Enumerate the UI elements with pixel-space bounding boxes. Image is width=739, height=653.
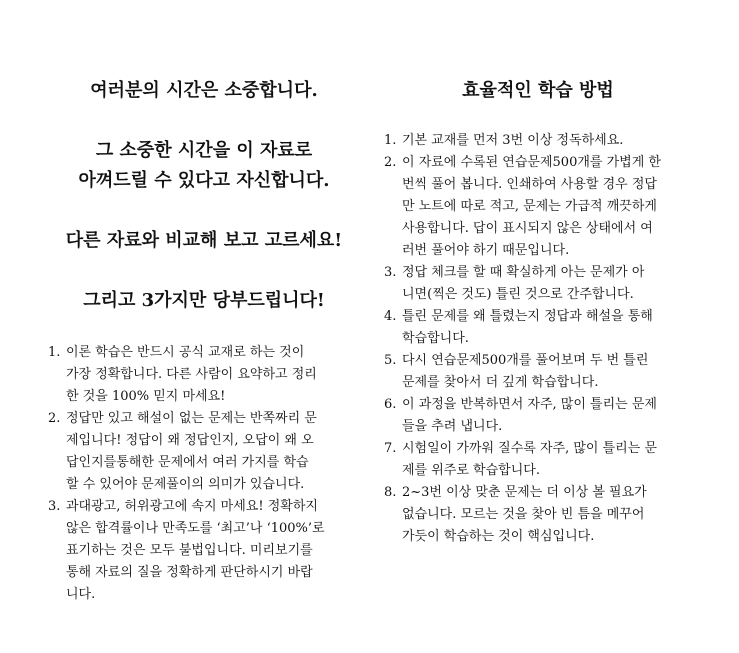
list-item-number: 8. bbox=[384, 485, 397, 500]
request-list bbox=[48, 342, 360, 606]
list-item-text: 이 과정을 반복하면서 자주, 많이 틀리는 문제 들을 추려 냅니다. bbox=[402, 397, 657, 434]
headline-time-precious: 여러분의 시간은 소중합니다. bbox=[90, 80, 318, 101]
list-item bbox=[384, 394, 692, 438]
headline-confidence: 그 소중한 시간을 이 자료로 아껴드릴 수 있다고 자신합니다. bbox=[78, 140, 330, 191]
list-item bbox=[384, 350, 692, 394]
list-item-number: 3. bbox=[384, 265, 397, 280]
list-item-text: 이론 학습은 반드시 공식 교재로 하는 것이 가장 정확합니다. 다른 사람이 요약하고 정리 한 것을 100% 믿지 마세요! bbox=[66, 345, 317, 404]
list-item-number: 5. bbox=[384, 353, 397, 368]
list-item-text: 기본 교재를 먼저 3번 이상 정독하세요. bbox=[402, 133, 624, 148]
list-item bbox=[384, 262, 692, 306]
list-item-number: 7. bbox=[384, 441, 397, 456]
list-item-text: 정답만 있고 해설이 없는 문제는 반쪽짜리 문 제입니다! 정답이 왜 정답인지, 오답이 왜 오 답인지를통해한 문제에서 여러 가지를 학습 할 수 있어야 문제풀이의 의미가 있습니다. bbox=[66, 411, 317, 492]
list-item bbox=[384, 152, 692, 262]
list-item-text: 이 자료에 수록된 연습문제500개를 가볍게 한 번씩 풀어 봅니다. 인쇄하여 사용할 경우 정답 만 노트에 따로 적고, 문제는 가급적 깨끗하게 사용합니다. 답이 표시되지 않은 상태에서 여 러번 풀어야 하기 때문입니다. bbox=[402, 155, 661, 258]
list-item-number: 1. bbox=[384, 133, 397, 148]
list-item-text: 과대광고, 허위광고에 속지 마세요! 정확하지 않은 합격률이나 만족도를 ‘최고’나 ‘100%’로 표기하는 것은 모두 불법입니다. 미리보기를 통해 자료의 질을 정확하게 판단하시기 바랍 니다. bbox=[66, 499, 325, 602]
list-item-number: 3. bbox=[48, 499, 61, 514]
list-item bbox=[384, 306, 692, 350]
section-title-study-method: 효율적인 학습 방법 bbox=[462, 80, 614, 101]
list-item bbox=[384, 438, 692, 482]
list-item-text: 틀린 문제를 왜 틀렸는지 정답과 해설을 통해 학습합니다. bbox=[402, 309, 653, 346]
list-item bbox=[48, 408, 360, 496]
list-item-text: 2~3번 이상 맞춘 문제는 더 이상 볼 필요가 없습니다. 모르는 것을 찾아 빈 틈을 메꾸어 가듯이 학습하는 것이 핵심입니다. bbox=[402, 485, 647, 544]
list-item-number: 6. bbox=[384, 397, 397, 412]
headline-compare: 다른 자료와 비교해 보고 고르세요! bbox=[65, 230, 343, 251]
list-item-number: 1. bbox=[48, 345, 61, 360]
list-item bbox=[384, 130, 692, 152]
list-item-number: 2. bbox=[384, 155, 397, 170]
list-item bbox=[48, 342, 360, 408]
list-item-text: 정답 체크를 할 때 확실하게 아는 문제가 아 니면(찍은 것도) 틀린 것으로 간주합니다. bbox=[402, 265, 645, 302]
headline-three-requests: 그리고 3가지만 당부드립니다! bbox=[83, 290, 325, 311]
list-item-text: 다시 연습문제500개를 풀어보며 두 번 틀린 문제를 찾아서 더 깊게 학습합니다. bbox=[402, 353, 649, 390]
study-method-list bbox=[384, 130, 692, 548]
list-item-number: 2. bbox=[48, 411, 61, 426]
list-item-number: 4. bbox=[384, 309, 397, 324]
list-item bbox=[384, 482, 692, 548]
list-item-text: 시험일이 가까워 질수록 자주, 많이 틀리는 문 제를 위주로 학습합니다. bbox=[402, 441, 657, 478]
list-item bbox=[48, 496, 360, 606]
